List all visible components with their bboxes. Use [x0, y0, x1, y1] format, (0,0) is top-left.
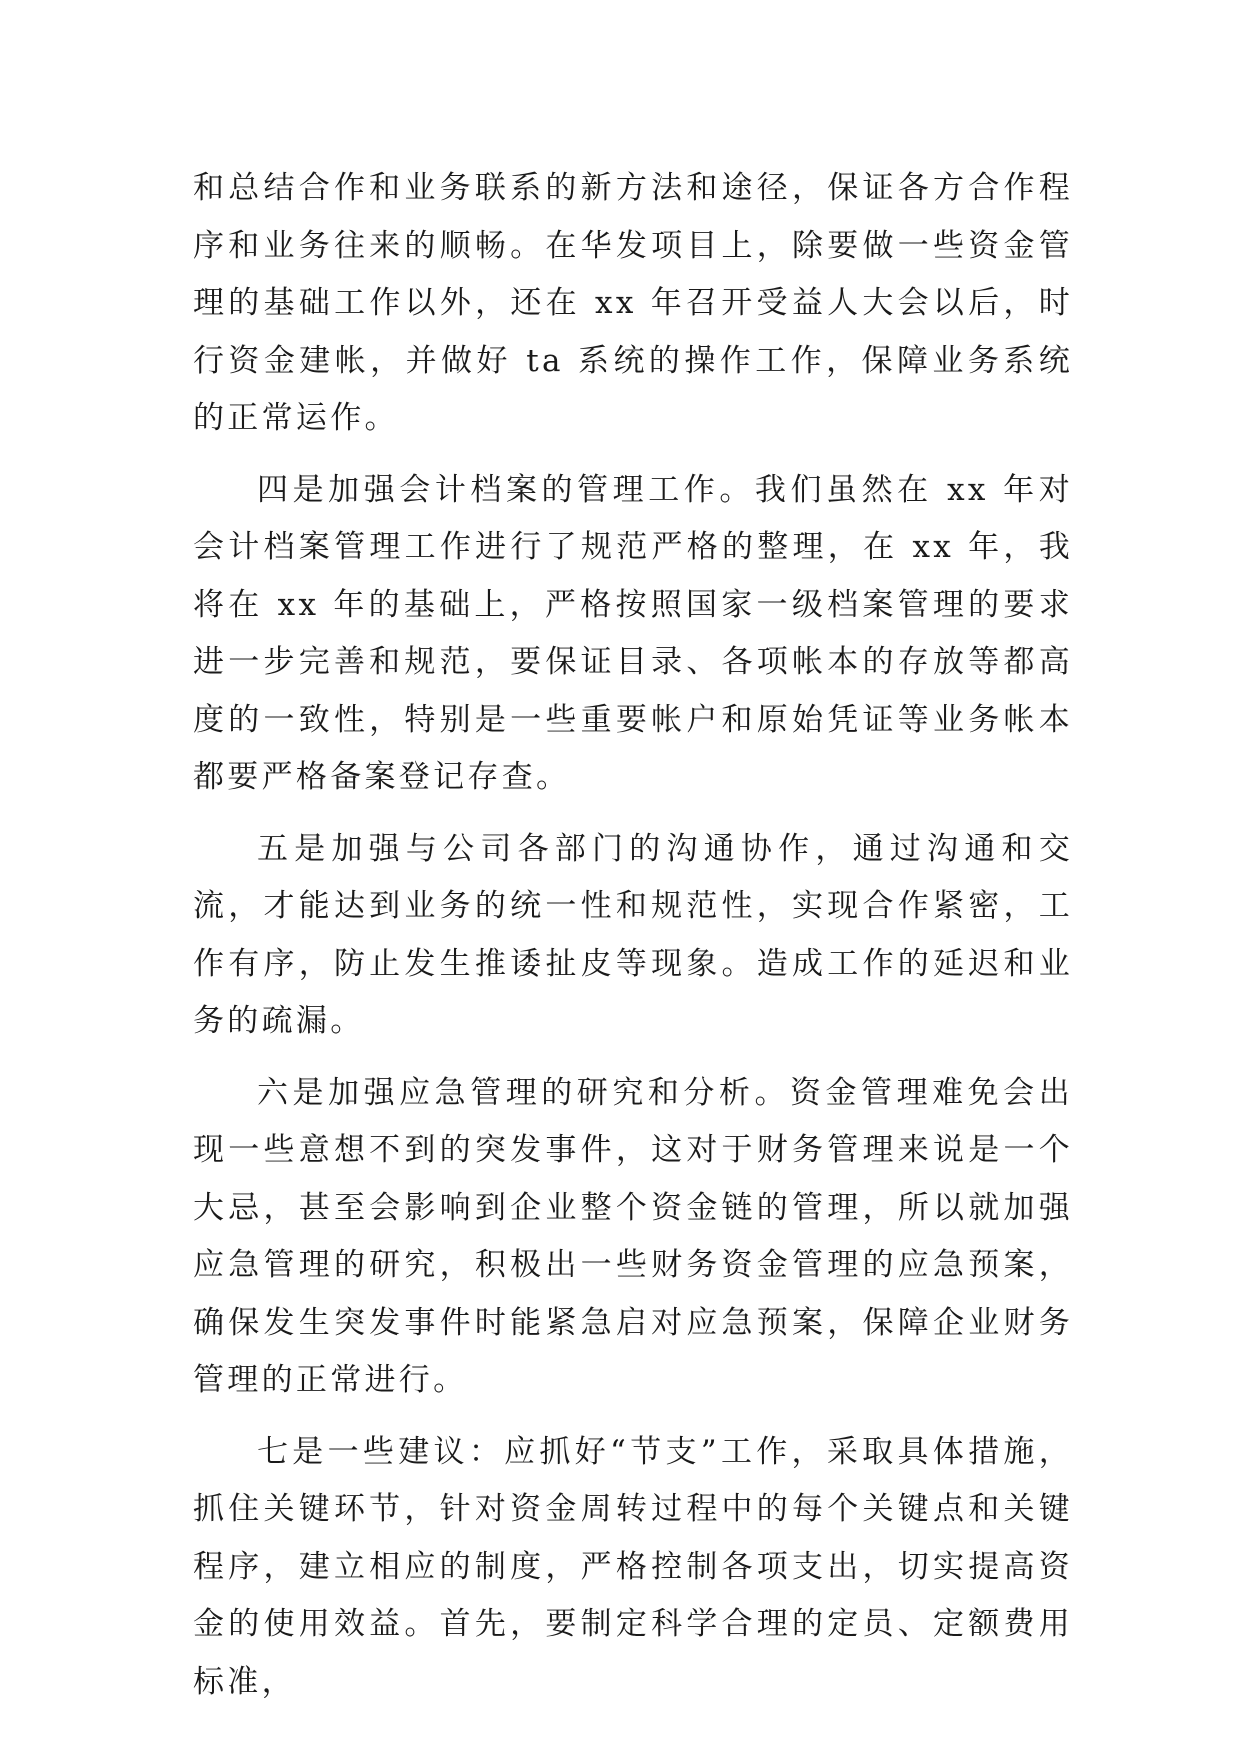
paragraph-continuation: 和总结合作和业务联系的新方法和途径，保证各方合作程序和业务往来的顺畅。在华发项目上，除要做一些资金管理的基础工作以外，还在 xx 年召开受益人大会以后，时行资金建帐，并做好 ta 系统的操作工作，保障业务系统的正常运作。 — [193, 170, 1073, 436]
paragraph-item-six: 六是加强应急管理的研究和分析。资金管理难免会出现一些意想不到的突发事件，这对于财务管理来说是一个大忌，甚至会影响到企业整个资金链的管理，所以就加强应急管理的研究，积极出一些财务资金管理的应急预案，确保发生突发事件时能紧急启对应急预案，保障企业财务管理的正常进行。 — [193, 1074, 1073, 1398]
document-body — [193, 160, 1073, 1725]
paragraph-item-five: 五是加强与公司各部门的沟通协作，通过沟通和交流，才能达到业务的统一性和规范性，实现合作紧密，工作有序，防止发生推诿扯皮等现象。造成工作的延迟和业务的疏漏。 — [193, 830, 1073, 1039]
paragraph-item-four: 四是加强会计档案的管理工作。我们虽然在 xx 年对会计档案管理工作进行了规范严格的整理，在 xx 年，我将在 xx 年的基础上，严格按照国家一级档案管理的要求进一步完善和规范，要保证目录、各项帐本的存放等都高度的一致性，特别是一些重要帐户和原始凭证等业务帐本都要严格备案登记存查。 — [193, 471, 1073, 795]
paragraph-item-seven: 七是一些建议：应抓好“节支”工作，采取具体措施，抓住关键环节，针对资金周转过程中的每个关键点和关键程序，建立相应的制度，严格控制各项支出，切实提高资金的使用效益。首先，要制定科学合理的定员、定额费用标准， — [193, 1433, 1073, 1700]
